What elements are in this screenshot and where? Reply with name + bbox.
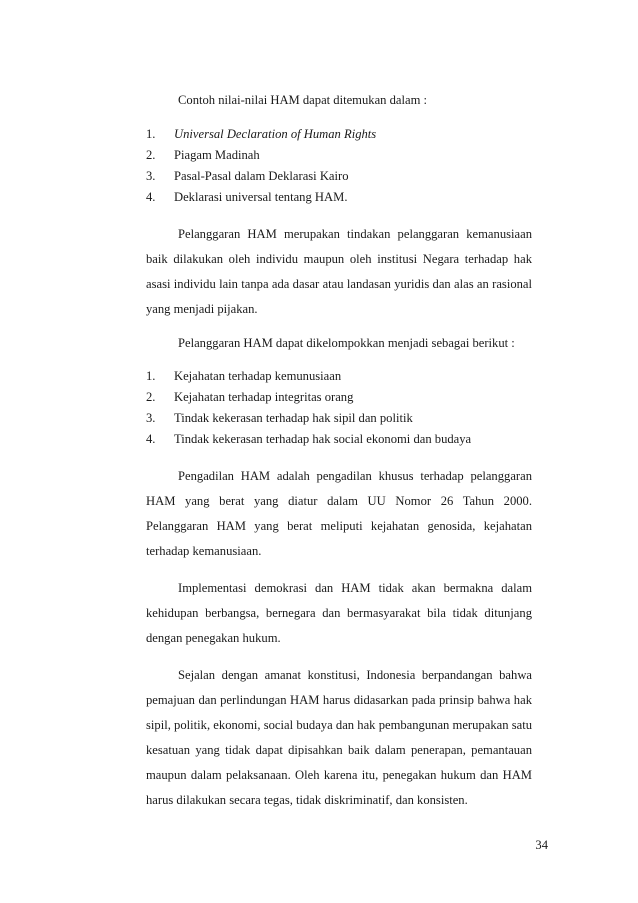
list-number: 3.	[146, 169, 156, 183]
violation-categories-list	[146, 366, 532, 450]
list-item-text: Kejahatan terhadap kemunusiaan	[174, 369, 342, 383]
ham-value-item	[146, 145, 532, 166]
paragraph-konstitusi: Sejalan dengan amanat konstitusi, Indonesia berpandangan bahwa pemajuan dan perlindungan HAM harus didasarkan pada prinsip bahwa hak sipil, politik, ekonomi, social budaya dan hak pembangunan merupakan satu kesatuan yang tidak dapat dipisahkan baik dalam penerapan, pemantauan maupun dalam pelaksanaan. Oleh karena itu, penegakan hukum dan HAM harus dilakukan secara tegas, tidak diskriminatif, dan konsisten.	[146, 668, 532, 807]
ham-value-item	[146, 166, 532, 187]
list-item-text: Kejahatan terhadap integritas orang	[174, 390, 354, 404]
page-number: 34	[535, 838, 548, 852]
paragraph-pengadilan-ham: Pengadilan HAM adalah pengadilan khusus terhadap pelanggaran HAM yang berat yang diatur dalam UU Nomor 26 Tahun 2000. Pelanggaran HAM yang berat meliputi kejahatan genosida, kejahatan terhadap kemanusiaan.	[146, 469, 532, 558]
paragraph-pelanggaran-ham: Pelanggaran HAM merupakan tindakan pelanggaran kemanusiaan baik dilakukan oleh individu maupun oleh institusi Negara terhadap hak asasi individu lain tanpa ada dasar atau landasan yuridis dan alas an rasional yang menjadi pijakan.	[146, 227, 532, 316]
list-number: 2.	[146, 390, 156, 404]
list-number: 1.	[146, 369, 156, 383]
intro-text: Contoh nilai-nilai HAM dapat ditemukan dalam :	[178, 93, 428, 107]
ham-value-item	[146, 187, 532, 208]
list-item-text: Tindak kekerasan terhadap hak sipil dan politik	[174, 411, 413, 425]
list-item-text: Deklarasi universal tentang HAM.	[174, 190, 348, 204]
list-item-text: Tindak kekerasan terhadap hak social ekonomi dan budaya	[174, 432, 472, 446]
list-number: 1.	[146, 127, 156, 141]
list-number: 3.	[146, 411, 156, 425]
list-number: 4.	[146, 190, 156, 204]
list-item-text: Piagam Madinah	[174, 148, 260, 162]
violation-category-item	[146, 429, 532, 450]
paragraph-implementasi: Implementasi demokrasi dan HAM tidak akan bermakna dalam kehidupan berbangsa, bernegara dan bermasyarakat bila tidak ditunjang dengan penegakan hukum.	[146, 581, 532, 645]
violation-category-item	[146, 366, 532, 387]
violation-category-item	[146, 408, 532, 429]
list-number: 4.	[146, 432, 156, 446]
list-item-text: Pasal-Pasal dalam Deklarasi Kairo	[174, 169, 349, 183]
ham-values-list	[146, 124, 532, 208]
ham-value-item	[146, 124, 532, 145]
violation-category-item	[146, 387, 532, 408]
list-number: 2.	[146, 148, 156, 162]
content-column	[146, 90, 532, 813]
list-item-text: Universal Declaration of Human Rights	[174, 127, 377, 141]
intro-text-2: Pelanggaran HAM dapat dikelompokkan menjadi sebagai berikut :	[178, 336, 515, 350]
